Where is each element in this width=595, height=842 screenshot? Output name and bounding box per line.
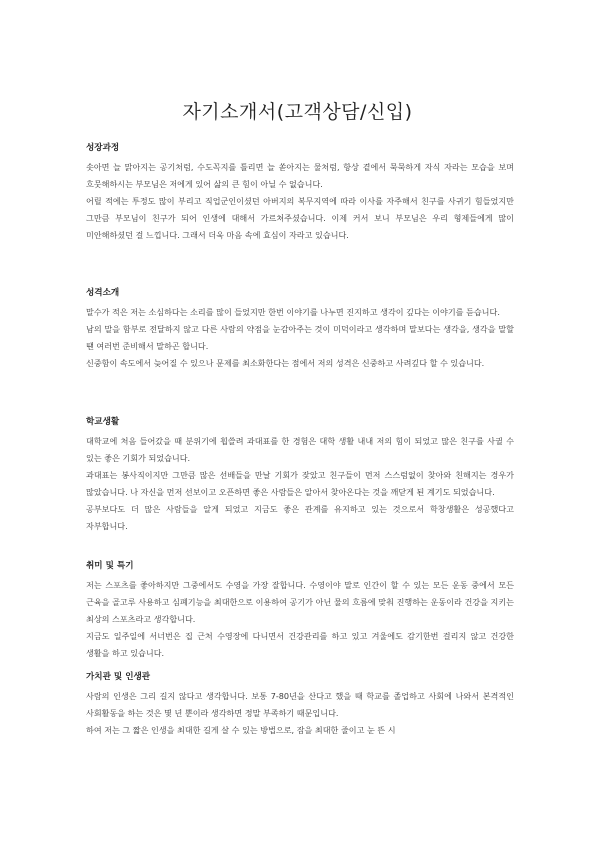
paragraph: 솟아면 늘 맑아지는 공기처럼, 수도꼭지를 틀리면 늘 쏟아지는 물처럼, 항상 곁에서 묵묵하게 자식 자라는 모습을 보며 흐뭇해하시는 부모님은 저에게 있어 삶의 큰 힘이 아닐 수 없습니다. bbox=[86, 162, 514, 189]
section-heading: 학교생활 bbox=[86, 417, 120, 427]
document-title: 자기소개서(고객상담/신입) bbox=[182, 101, 413, 123]
paragraph: 대학교에 처음 들어갔을 때 분위기에 휩쓸려 과대표를 한 경험은 대학 생활 내내 저의 힘이 되었고 많은 친구를 사귈 수 있는 좋은 기회가 되었습니다. bbox=[86, 436, 514, 463]
paragraph: 과대표는 봉사직이지만 그만큼 많은 선배들을 만날 기회가 잦았고 친구들이 먼저 스스럼없이 찾아와 친해지는 경우가 많았습니다. 나 자신을 먼저 선보이고 오픈하면 좋은 사람들은 알아서 찾아온다는 것을 깨닫게 된 계기도 되었습니다. bbox=[86, 470, 514, 497]
paragraph: 어릴 적에는 투정도 많이 부리고 직업군인이셨던 아버지의 복무지역에 따라 이사를 자주해서 친구를 사귀기 힘들었지만 그만큼 부모님이 친구가 되어 인생에 대해서 가르쳐주셨습니다. 이제 커서 보니 부모님은 우리 형제들에게 많이 미안해하셨던 걸 느낍니다. 그래서 더욱 마음 속에 효심이 자라고 있습니다. bbox=[86, 196, 514, 240]
paragraph: 말수가 적은 저는 소심하다는 소리를 많이 들었지만 한번 이야기를 나누면 진지하고 생각이 깊다는 이야기를 듣습니다. bbox=[86, 307, 500, 317]
section-heading: 성장과정 bbox=[86, 143, 120, 153]
section-heading: 취미 및 특기 bbox=[86, 561, 134, 571]
paragraph: 공부보다도 더 많은 사람들을 알게 되었고 지금도 좋은 관계를 유지하고 있는 것으로서 학창생활은 성공했다고 자부합니다. bbox=[86, 504, 514, 531]
paragraph: 신중함이 속도에서 늦어질 수 있으나 문제를 최소화한다는 점에서 저의 성격은 신중하고 사려깊다 할 수 있습니다. bbox=[86, 358, 485, 368]
section-school-life bbox=[86, 416, 514, 535]
section-growth bbox=[86, 142, 514, 244]
paragraph: 하여 저는 그 짧은 인생을 최대한 길게 살 수 있는 방법으로, 잠을 최대한 줄이고 눈 뜬 시 bbox=[86, 725, 396, 735]
section-values bbox=[86, 671, 514, 739]
section-heading: 가치관 및 인생관 bbox=[86, 672, 151, 682]
paragraph: 저는 스포츠를 좋아하지만 그중에서도 수영을 가장 잘합니다. 수영이야 말로 인간이 할 수 있는 모든 운동 중에서 모든 근육을 골고루 사용하고 심폐기능을 최대한으로 이용하여 공기가 아닌 물의 흐름에 맞춰 진행하는 운동이라 건강을 지키는 최상의 스포츠라고 생각합니다. bbox=[86, 580, 514, 624]
paragraph: 사람의 인생은 그리 길지 않다고 생각합니다. 보통 7-80년을 산다고 했을 때 학교를 졸업하고 사회에 나와서 본격적인 사회활동을 하는 것은 몇 년 뿐이라 생각하면 정말 부족하기 때문입니다. bbox=[86, 691, 514, 718]
section-hobbies bbox=[86, 560, 514, 662]
section-heading: 성격소개 bbox=[86, 288, 120, 298]
section-personality bbox=[86, 287, 514, 372]
paragraph: 지금도 일주일에 서너번은 집 근처 수영장에 다니면서 건강관리를 하고 있고 겨울에도 감기한번 걸리지 않고 건강한 생활을 하고 있습니다. bbox=[86, 631, 514, 658]
paragraph: 남의 말을 함부로 전달하지 않고 다른 사람의 약점을 눈감아주는 것이 미덕이라고 생각하며 말보다는 생각을, 생각을 말할 땐 여러번 준비해서 말하곤 합니다. bbox=[86, 324, 514, 351]
